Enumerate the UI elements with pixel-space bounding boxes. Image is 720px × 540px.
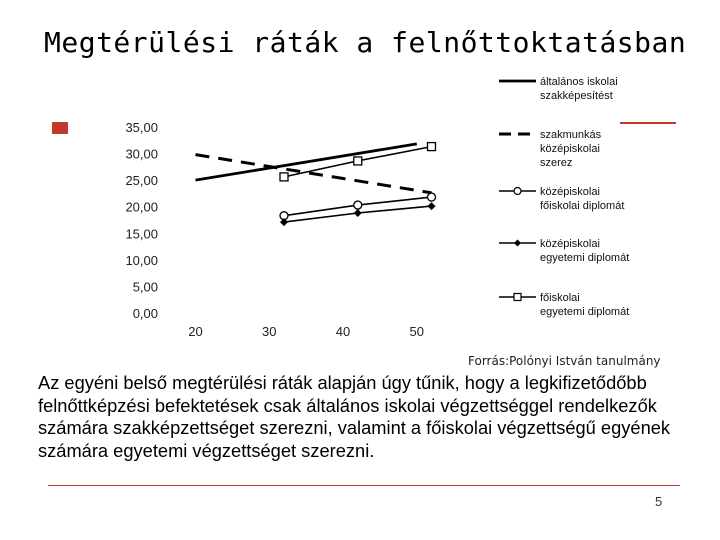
x-tick-label: 30 (262, 324, 277, 339)
chart-svg (66, 66, 656, 356)
legend-label: szakmunkás középiskolai szerez (540, 129, 602, 169)
page-number: 5 (655, 494, 663, 509)
x-tick-label: 20 (188, 324, 203, 339)
data-point-diamond (354, 209, 362, 217)
legend-label: főiskolai egyetemi diplomát (540, 292, 630, 318)
data-point-square (354, 157, 362, 165)
legend-marker-square (514, 294, 521, 301)
data-point-circle (428, 193, 436, 201)
y-tick-label: 30,00 (125, 146, 158, 162)
legend-label: általános iskolai szakképesítést (540, 76, 618, 102)
series-line-1 (196, 144, 417, 180)
y-tick-label: 20,00 (125, 199, 158, 215)
return-rate-chart (66, 66, 656, 356)
y-tick-label: 35,00 (125, 120, 158, 135)
x-tick-label: 50 (409, 324, 424, 339)
data-point-square (280, 173, 288, 181)
legend-label: középiskolai főiskolai diplomát (540, 186, 625, 212)
body-paragraph: Az egyéni belső megtérülési ráták alapján úgy tűnik, hogy a legkifizetődőbb felnőttképzési befektetések csak általános iskolai végzettséggel rendelkezők számára szakképzettséget szerezni, valamint a főiskolai végzettségű egyének számára egyetemi végzettséget szerezni. (38, 372, 671, 461)
y-tick-label: 10,00 (125, 252, 158, 268)
legend-marker-circle (514, 188, 521, 195)
data-point-diamond (428, 202, 436, 210)
y-tick-label: 0,00 (132, 306, 158, 321)
y-tick-label: 25,00 (125, 173, 158, 189)
data-point-circle (354, 201, 362, 209)
bottom-rule (48, 485, 680, 486)
slide-title: Megtérülési ráták a felnőttoktatásban (44, 26, 687, 59)
source-note: Forrás:Polónyi István tanulmány (468, 354, 661, 368)
y-tick-label: 15,00 (125, 226, 158, 242)
y-tick-label: 5,00 (132, 279, 158, 295)
legend-marker-diamond (514, 240, 521, 247)
data-point-square (428, 143, 436, 151)
legend-label: középiskolai egyetemi diplomát (540, 238, 630, 264)
x-tick-label: 40 (335, 324, 351, 339)
